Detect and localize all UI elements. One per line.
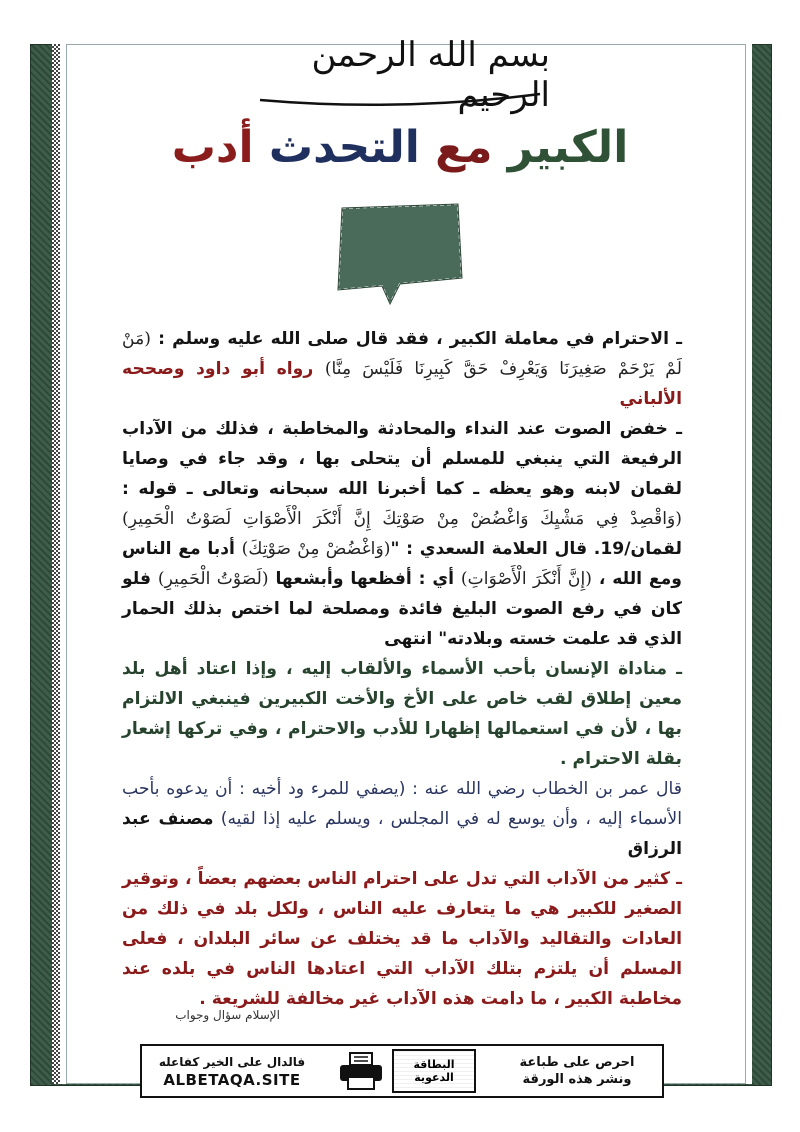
quran-quote: (وَاقْصِدْ فِي مَشْيِكَ وَاغْضُضْ مِنْ صَوْتِكَ إِنَّ أَنْكَرَ الْأَصْوَاتِ لَصَوْتُ الْحَمِيرِ) [122, 509, 682, 529]
paragraph-respect [122, 324, 682, 414]
footer-print-note [492, 1054, 662, 1088]
text-segment: أي : أفظعها وأبشعها [268, 569, 461, 589]
print-note-line-2: ونشر هذه الورقة [522, 1072, 632, 1087]
text-segment: لقمان/19. قال العلامة السعدي : " [390, 539, 682, 559]
footer-site-block [142, 1053, 322, 1089]
athar-quote: قال عمر بن الخطاب رضي الله عنه : (يصفي للمرء ود أخيه : أن يدعوه بأحب الأسماء إليه ، وأن يوسع له في المجلس ، ويسلم عليه إذا لقيه) [122, 779, 683, 829]
basmala-calligraphy: بسم الله الرحمن الرحيم [311, 35, 550, 115]
hadith-quote: (مَنْ لَمْ يَرْحَمْ صَغِيرَنَا وَيَعْرِفْ حَقَّ كَبِيرِنَا فَلَيْسَ مِنَّا) [122, 329, 682, 379]
source-attribution: الإسلام سؤال وجواب [175, 1008, 280, 1022]
albetaqa-logo: البطاقة الدعوية [392, 1049, 476, 1093]
paragraph-lower-voice [122, 414, 682, 654]
athar-source: مصنف عبد الرزاق [122, 809, 682, 859]
hadith-source: رواه أبو داود وصححه الألباني [122, 359, 682, 409]
text-segment: فلو كان في رفع الصوت البليغ فائدة ومصلحة لما اختص بذلك الحمار الذي قد علمت خسته وبلادته" انتهى [122, 569, 682, 649]
footer-logos [338, 1049, 476, 1093]
title-word-1: أدب [171, 122, 254, 173]
quran-quote: (إِنَّ أَنْكَرَ الْأَصْوَاتِ) [460, 569, 592, 589]
title-word-2: التحدث [268, 122, 420, 173]
speech-bubble-icon [330, 200, 470, 310]
text-segment: ـ خفض الصوت عند النداء والمحادثة والمخاطبة ، فذلك من الآداب الرفيعة التي ينبغي للمسلم أن يتحلى بها ، وقد جاء في وصايا لقمان لابنه وهو يعظه ـ كما أخبرنا الله سبحانه وتعالى ـ قوله : [122, 419, 682, 499]
frame-border-left [52, 44, 60, 1084]
quran-quote: (وَاغْضُضْ مِنْ صَوْتِكَ) [241, 539, 391, 559]
footer-banner [140, 1044, 664, 1098]
footer-tagline: فالدال على الخير كفاعله [158, 1055, 306, 1069]
title-word-4: الكبير [507, 122, 629, 173]
page-title [100, 122, 700, 186]
text-segment: ـ الاحترام في معاملة الكبير ، فقد قال صلى الله عليه وسلم : [151, 329, 682, 349]
printer-icon [338, 1051, 384, 1091]
title-word-3: مع [435, 122, 493, 173]
basmala-swash [250, 88, 550, 108]
site-link[interactable]: ALBETAQA.SITE [163, 1071, 301, 1089]
paragraph-customs: ـ كثير من الآداب التي تدل على احترام الناس بعضهم بعضاً ، وتوقير الصغير للكبير هي ما يتعارف عليه الناس ، ولكل بلد في ذلك من العادات والتقاليد والآداب ما قد يختلف عن سائر البلدان ، فعلى المسلم أن يلتزم بتلك الآداب التي اعتادها الناس في بلده عند مخاطبة الكبير ، ما دامت هذه الآداب غير مخالفة للشريعة . [122, 869, 682, 1009]
article-body [122, 324, 682, 1014]
paragraph-names: ـ مناداة الإنسان بأحب الأسماء والألقاب إليه ، وإذا اعتاد أهل بلد معين إطلاق لقب خاص على الأخ والأخت الكبيرين فينبغي الالتزام بها ، لأن في استعمالها إظهارا للأدب والاحترام ، وفي تركها إشعار بقلة الاحترام . [122, 659, 682, 769]
paragraph-umar-quote [122, 774, 682, 864]
print-note-line-1: احرص على طباعة [519, 1055, 635, 1070]
text-segment: أدبا مع الناس ومع الله ، [122, 539, 682, 589]
quran-quote: (لَصَوْتُ الْحَمِيرِ) [157, 569, 269, 589]
